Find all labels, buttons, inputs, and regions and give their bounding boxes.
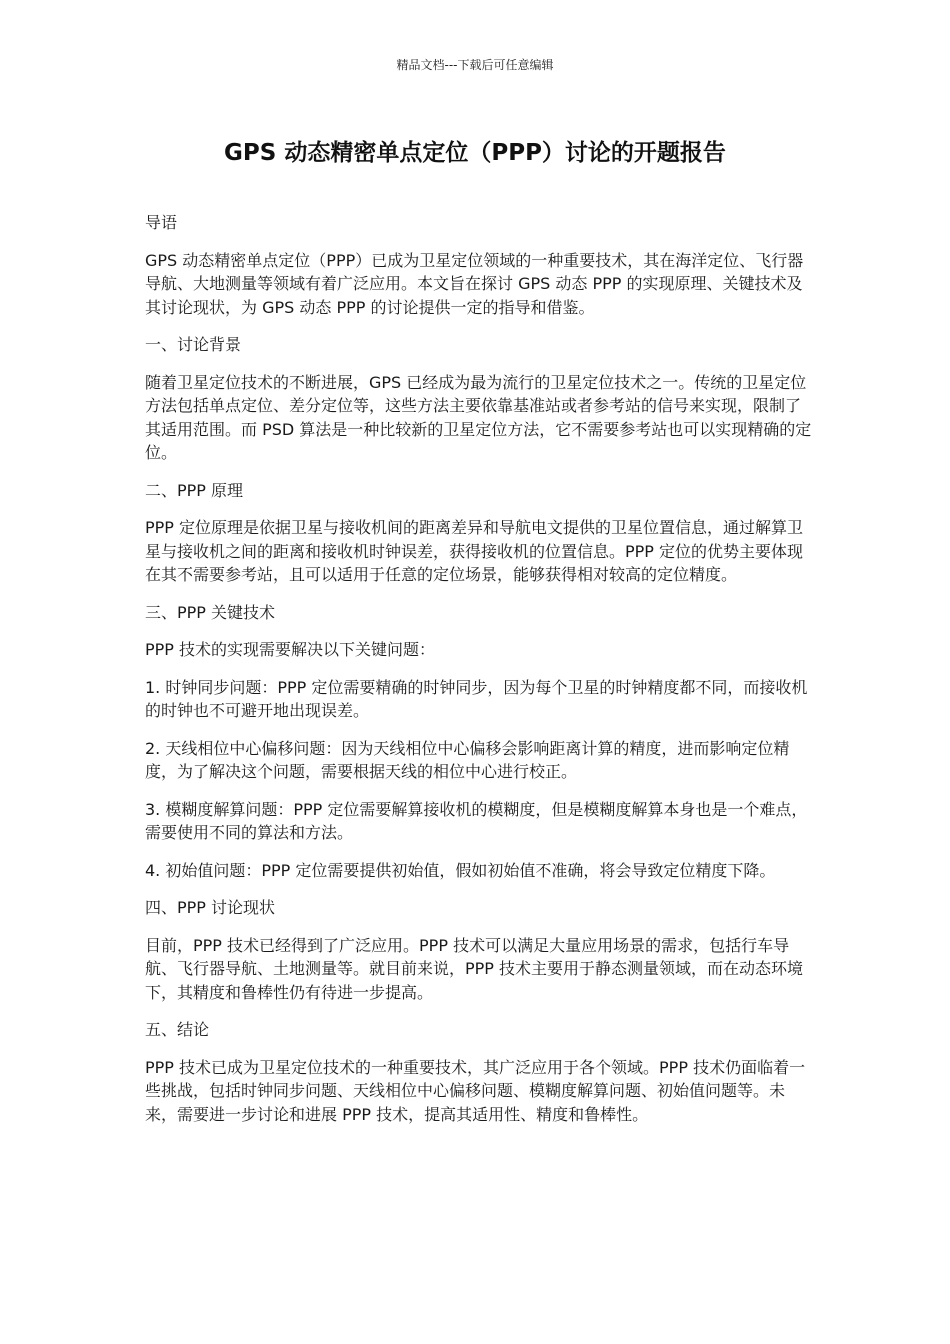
document-body — [145, 211, 815, 1140]
status-paragraph: 目前，PPP 技术已经得到了广泛应用。PPP 技术可以满足大量应用场景的需求，包括行车导航、飞行器导航、土地测量等。就目前来说，PPP 技术主要用于静态测量领域，而在动态环境下，其精度和鲁棒性仍有待进一步提高。 — [145, 935, 804, 1002]
intro-label: 导语 — [145, 213, 178, 232]
document-title: GPS 动态精密单点定位（PPP）讨论的开题报告 — [224, 140, 726, 166]
key-tech-item-initial-value: 4. 初始值问题：PPP 定位需要提供初始值，假如初始值不准确，将会导致定位精度下降。 — [145, 860, 776, 880]
background-paragraph: 随着卫星定位技术的不断进展，GPS 已经成为最为流行的卫星定位技术之一。传统的卫星定位方法包括单点定位、差分定位等，这些方法主要依靠基准站或者参考站的信号来实现，限制了其适用范围。而 PSD 算法是一种比较新的卫星定位方法，它不需要参考站也可以实现精确的定位。 — [145, 372, 812, 462]
conclusion-paragraph: PPP 技术已成为卫星定位技术的一种重要技术，其广泛应用于各个领域。PPP 技术仍面临着一些挑战，包括时钟同步问题、天线相位中心偏移问题、模糊度解算问题、初始值问题等。未来，需要进一步讨论和进展 PPP 技术，提高其适用性、精度和鲁棒性。 — [145, 1057, 806, 1124]
intro-paragraph: GPS 动态精密单点定位（PPP）已成为卫星定位领域的一种重要技术，其在海洋定位、飞行器导航、大地测量等领域有着广泛应用。本文旨在探讨 GPS 动态 PPP 的实现原理、关键技术及其讨论现状，为 GPS 动态 PPP 的讨论提供一定的指导和借鉴。 — [145, 250, 804, 317]
key-tech-item-antenna-offset: 2. 天线相位中心偏移问题：因为天线相位中心偏移会影响距离计算的精度，进而影响定位精度，为了解决这个问题，需要根据天线的相位中心进行校正。 — [145, 738, 790, 781]
key-tech-item-ambiguity: 3. 模糊度解算问题：PPP 定位需要解算接收机的模糊度，但是模糊度解算本身也是一个难点，需要使用不同的算法和方法。 — [145, 799, 808, 842]
section-heading-principle: 二、PPP 原理 — [145, 480, 244, 500]
section-heading-key-tech: 三、PPP 关键技术 — [145, 602, 276, 622]
section-heading-status: 四、PPP 讨论现状 — [145, 898, 276, 917]
principle-paragraph: PPP 定位原理是依据卫星与接收机间的距离差异和导航电文提供的卫星位置信息，通过解算卫星与接收机之间的距离和接收机时钟误差，获得接收机的位置信息。PPP 定位的优势主要体现在其不需要参考站，且可以适用于任意的定位场景，能够获得相对较高的定位精度。 — [145, 518, 804, 584]
key-tech-item-clock-sync: 1. 时钟同步问题：PPP 定位需要精确的时钟同步，因为每个卫星的时钟精度都不同，而接收机的时钟也不可避开地出现误差。 — [145, 677, 808, 720]
section-heading-conclusion: 五、结论 — [145, 1020, 210, 1039]
key-tech-lead: PPP 技术的实现需要解决以下关键问题： — [145, 640, 436, 659]
header-note: 精品文档---下载后可任意编辑 — [396, 58, 554, 72]
section-heading-background: 一、讨论背景 — [145, 335, 242, 354]
